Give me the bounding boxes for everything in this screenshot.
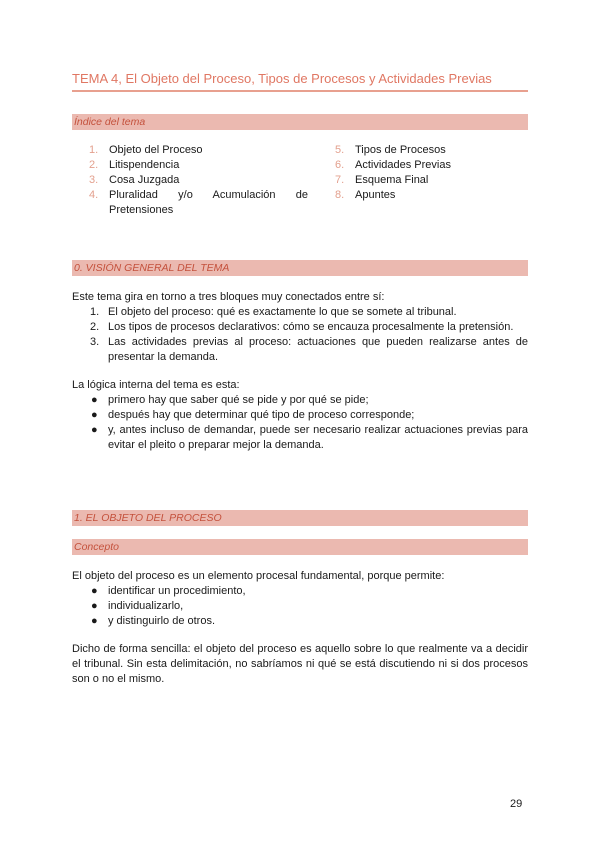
section-0-numbered-list (72, 305, 528, 365)
index-item-label-continued: Pretensiones (109, 204, 174, 216)
section-1-subheading-band (72, 539, 528, 555)
list-item-text: primero hay que saber qué se pide y por qué se pide; (108, 394, 369, 406)
index-item-number: 4. (89, 189, 99, 201)
section-0-intro: Este tema gira en torno a tres bloques muy conectados entre sí: (72, 291, 385, 303)
list-item-text: El objeto del proceso: qué es exactamente lo que se somete al tribunal. (108, 306, 457, 318)
bullet-icon: ● (91, 424, 98, 436)
page-title: TEMA 4, El Objeto del Proceso, Tipos de Procesos y Actividades Previas (72, 71, 492, 86)
index-item-number: 8. (335, 189, 345, 201)
page-number: 29 (510, 798, 523, 810)
index-heading-band (72, 114, 528, 130)
list-item-number: 2. (90, 321, 100, 333)
index-item-number: 2. (89, 159, 99, 171)
section-1-intro: El objeto del proceso es un elemento procesal fundamental, porque permite: (72, 570, 445, 582)
index-list-left (72, 143, 308, 218)
list-item-text: después hay que determinar qué tipo de proceso corresponde; (108, 409, 415, 421)
index-item-label: Tipos de Procesos (355, 144, 446, 156)
index-item (318, 158, 528, 173)
list-item-text: identificar un procedimiento, (108, 585, 246, 597)
index-item-number: 3. (89, 174, 99, 186)
list-item (72, 614, 528, 629)
list-item-text: Los tipos de procesos declarativos: cómo se encauza procesalmente la pretensión. (108, 321, 514, 333)
bullet-icon: ● (91, 615, 98, 627)
index-item (72, 188, 308, 218)
index-item (318, 188, 528, 203)
index-item-label: Litispendencia (109, 159, 180, 171)
section-0-logic-intro: La lógica interna del tema es esta: (72, 379, 240, 391)
bullet-icon: ● (91, 585, 98, 597)
index-item (318, 143, 528, 158)
index-list-right (318, 143, 528, 203)
index-item (72, 143, 308, 158)
list-item-number: 1. (90, 306, 100, 318)
list-item (72, 305, 528, 320)
index-item-number: 6. (335, 159, 345, 171)
index-item-label: Actividades Previas (355, 159, 451, 171)
section-0-heading: 0. VISIÓN GENERAL DEL TEMA (74, 262, 230, 274)
index-item-label: Pluralidad y/o Acumulación de (109, 189, 308, 201)
bullet-icon: ● (91, 600, 98, 612)
list-item (72, 423, 528, 453)
index-item (318, 173, 528, 188)
list-item (72, 584, 528, 599)
section-1-heading-band (72, 510, 528, 526)
index-item-number: 7. (335, 174, 345, 186)
section-1-bullet-list (72, 584, 528, 629)
index-item-label: Objeto del Proceso (109, 144, 203, 156)
index-item-label-wrap (109, 188, 308, 218)
bullet-icon: ● (91, 394, 98, 406)
section-1-subheading: Concepto (74, 541, 119, 553)
index-item (72, 173, 308, 188)
section-1-paragraph: Dicho de forma sencilla: el objeto del proceso es aquello sobre lo que realmente va a decidir el tribunal. Sin esta delimitación, no sabríamos ni qué se está discutiendo ni si dos procesos son o no el mismo. (72, 643, 528, 685)
section-0-bullet-list (72, 393, 528, 453)
index-item-label: Apuntes (355, 189, 396, 201)
section-0-heading-band (72, 260, 528, 276)
bullet-icon: ● (91, 409, 98, 421)
index-item-label: Cosa Juzgada (109, 174, 180, 186)
section-1-heading: 1. EL OBJETO DEL PROCESO (74, 512, 222, 524)
index-heading: Índice del tema (74, 116, 146, 128)
list-item (72, 599, 528, 614)
list-item (72, 335, 528, 365)
list-item (72, 408, 528, 423)
list-item-text: y distinguirlo de otros. (108, 615, 215, 627)
index-item (72, 158, 308, 173)
index-item-label: Esquema Final (355, 174, 429, 186)
index-item-number: 5. (335, 144, 345, 156)
list-item-text: y, antes incluso de demandar, puede ser necesario realizar actuaciones previas para evitar el pleito o preparar mejor la demanda. (108, 424, 528, 451)
index-item-number: 1. (89, 144, 99, 156)
title-divider (72, 90, 528, 92)
list-item (72, 320, 528, 335)
list-item (72, 393, 528, 408)
list-item-text: Las actividades previas al proceso: actuaciones que pueden realizarse antes de presentar la demanda. (108, 336, 528, 363)
list-item-text: individualizarlo, (108, 600, 184, 612)
list-item-number: 3. (90, 336, 100, 348)
